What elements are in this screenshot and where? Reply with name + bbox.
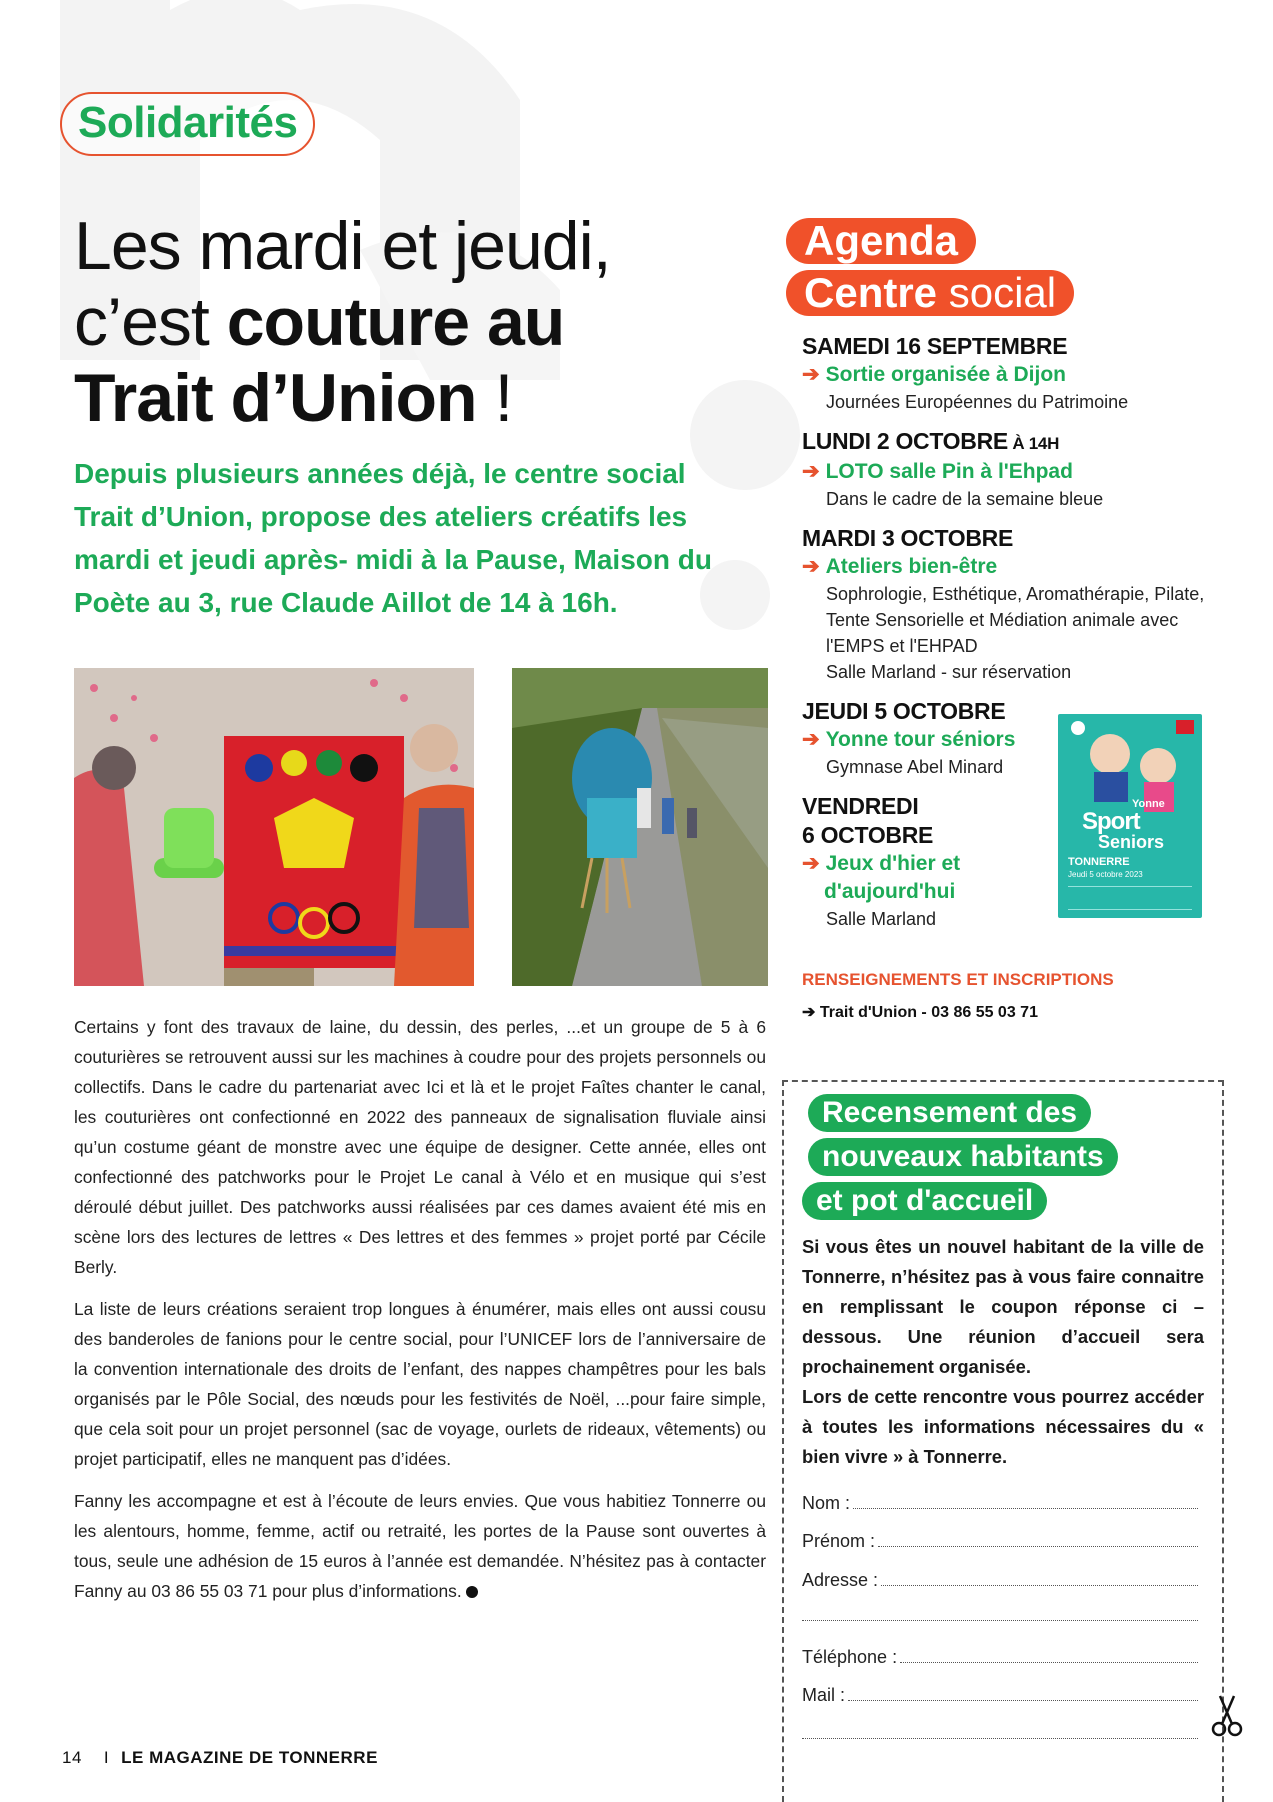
- nom-field[interactable]: [802, 1488, 1198, 1514]
- telephone-label: Téléphone :: [802, 1647, 898, 1667]
- mail-field[interactable]: [802, 1680, 1198, 1706]
- page-number: 14: [62, 1748, 82, 1767]
- agenda-event-title: ➔ Jeux d'hier et: [802, 852, 961, 875]
- agenda-event-title: ➔ LOTO salle Pin à l'Ehpad: [802, 460, 1073, 483]
- mail-label: Mail :: [802, 1685, 846, 1705]
- headline-line-2: c’est couture au: [74, 284, 565, 360]
- agenda-event-location: Salle Marland - sur réservation: [826, 662, 1072, 682]
- agenda-item: [802, 332, 1222, 415]
- agenda-event-desc: Salle Marland: [826, 909, 937, 929]
- agenda-date: JEUDI 5 OCTOBRE: [802, 698, 1006, 724]
- agenda-item: [802, 524, 1222, 685]
- nom-label: Nom :: [802, 1493, 851, 1513]
- arrow-right-icon: ➔: [802, 728, 820, 751]
- poster-line-5: Jeudi 5 octobre 2023: [1068, 870, 1143, 879]
- arrow-right-icon: ➔: [802, 852, 820, 875]
- magazine-name: LE MAGAZINE DE TONNERRE: [121, 1748, 378, 1767]
- agenda-date: VENDREDI: [802, 793, 919, 819]
- arrow-right-icon: ➔: [802, 363, 820, 386]
- coupon-title-line-3: et pot d'accueil: [802, 1182, 1047, 1220]
- coupon-title-line-1: Recensement des: [808, 1094, 1091, 1132]
- coupon-title-line-2: nouveaux habitants: [808, 1138, 1118, 1176]
- agenda-event-desc: Sophrologie, Esthétique, Aromathérapie, Pilate, Tente Sensorielle et Médiation animale avec l'EMPS et l'EHPAD: [826, 584, 1205, 656]
- adresse-field[interactable]: [802, 1565, 1198, 1591]
- agenda-event-title: ➔ Yonne tour séniors: [802, 728, 1016, 751]
- agenda-event-desc: Journées Européennes du Patrimoine: [826, 392, 1129, 412]
- footer-separator: I: [103, 1748, 110, 1767]
- body-paragraph-1: Certains y font des travaux de laine, du dessin, des perles, ...et un groupe de 5 à 6 couturières se retrouvent aussi sur les machines à coudre pour des projets personnels ou collectifs. Dans le cadre du partenariat avec Ici et là et le projet Faîtes chanter le canal, les couturières ont confectionné en 2022 des panneaux de signalisation fluviale ainsi qu’un costume géant de monstre avec une équipe de designer. Cette année, elles ont confectionné des patchworks pour le Projet Le canal à Vélo et en musique qui s’est déroulé début juillet. Des patchworks aussi réalisées par ces dames avaient été mis en scène lors des lectures de lettres « Des lettres et des femmes » projet porté par Cécile Berly.: [74, 1017, 766, 1277]
- mail-line-2[interactable]: [802, 1738, 1198, 1739]
- agenda-event-title: d'aujourd'hui: [824, 880, 956, 903]
- scissors-icon: [1210, 1694, 1244, 1738]
- headline-line-1: Les mardi et jeudi,: [74, 208, 611, 284]
- prenom-field[interactable]: [802, 1526, 1198, 1552]
- article-lead: Depuis plusieurs années déjà, le centre social Trait d’Union, propose des ateliers créatifs les mardi et jeudi après- midi à la Pause, Maison du Poète au 3, rue Claude Aillot de 14 à 16h.: [74, 458, 712, 618]
- agenda-item: [802, 427, 1222, 512]
- agenda-date: MARDI 3 OCTOBRE: [802, 525, 1014, 551]
- section-tag: Solidarités: [60, 92, 315, 156]
- body-paragraph-3: Fanny les accompagne et est à l’écoute de leurs envies. Que vous habitiez Tonnerre ou les alentours, homme, femme, actif ou retraité, les portes de la Pause sont ouvertes à tous, seule une adhésion de 15 euros à l’année est demandée. N’hésitez pas à contacter Fanny au 03 86 55 03 71 pour plus d’informations.: [74, 1491, 766, 1601]
- arrow-right-icon: ➔: [802, 555, 820, 578]
- article-body: [74, 1012, 766, 1618]
- agenda-date: 6 OCTOBRE: [802, 822, 934, 848]
- poster-line-1: Yonne: [1132, 798, 1165, 810]
- info-contact: ➔ Trait d'Union - 03 86 55 03 71: [802, 1004, 1038, 1021]
- agenda-event-title: ➔ Ateliers bien-être: [802, 555, 998, 578]
- headline-line-3: Trait d’Union !: [74, 360, 513, 436]
- info-heading: RENSEIGNEMENTS ET INSCRIPTIONS: [802, 970, 1114, 989]
- poster-line-2: Sport: [1082, 808, 1140, 835]
- photo-patchwork: [74, 668, 474, 986]
- photo-canal: [512, 668, 768, 986]
- adresse-line-2[interactable]: [802, 1620, 1198, 1621]
- agenda-event-desc: Gymnase Abel Minard: [826, 757, 1004, 777]
- agenda-title-line-2: Centre social: [786, 270, 1074, 316]
- adresse-label: Adresse :: [802, 1570, 879, 1590]
- sport-seniors-poster: [1058, 714, 1202, 918]
- coupon-text: [802, 1232, 1204, 1472]
- agenda-date: SAMEDI 16 SEPTEMBRE: [802, 333, 1068, 359]
- article-headline: [74, 208, 714, 436]
- arrow-right-icon: ➔: [802, 460, 820, 483]
- agenda-event-desc: Dans le cadre de la semaine bleue: [826, 489, 1104, 509]
- coupon-paragraph-2: Lors de cette rencontre vous pourrez accéder à toutes les informations nécessaires du « bien vivre » à Tonnerre.: [802, 1386, 1204, 1467]
- agenda-event-title: ➔ Sortie organisée à Dijon: [802, 363, 1067, 386]
- telephone-field[interactable]: [802, 1642, 1198, 1668]
- coupon-paragraph-1: Si vous êtes un nouvel habitant de la ville de Tonnerre, n’hésitez pas à vous faire connaitre en remplissant le coupon réponse ci –dessous. Une réunion d’accueil sera prochainement organisée.: [802, 1236, 1204, 1377]
- body-paragraph-2: La liste de leurs créations seraient trop longues à énumérer, mais elles ont aussi cousu des banderoles de fanions pour le centre social, pour l’UNICEF lors de l’anniversaire de la convention internationale des droits de l’enfant, des nappes champêtres pour les bals organisés par le Pôle Social, des nœuds pour les festivités de Noël, ...pour faire simple, que cela soit pour un projet personnel (sac de voyage, ourlets de rideaux, vêtements) ou projet participatif, elles ne manquent pas d’idées.: [74, 1299, 766, 1469]
- poster-fineprint: [1068, 886, 1192, 910]
- page-footer: [62, 1748, 378, 1768]
- prenom-label: Prénom :: [802, 1531, 876, 1551]
- poster-line-3: Seniors: [1098, 832, 1165, 852]
- agenda-title-line-1: Agenda: [786, 218, 976, 264]
- agenda-date: LUNDI 2 OCTOBRE À 14H: [802, 428, 1060, 454]
- end-bullet-icon: [466, 1586, 478, 1598]
- poster-line-4: TONNERRE: [1068, 856, 1130, 868]
